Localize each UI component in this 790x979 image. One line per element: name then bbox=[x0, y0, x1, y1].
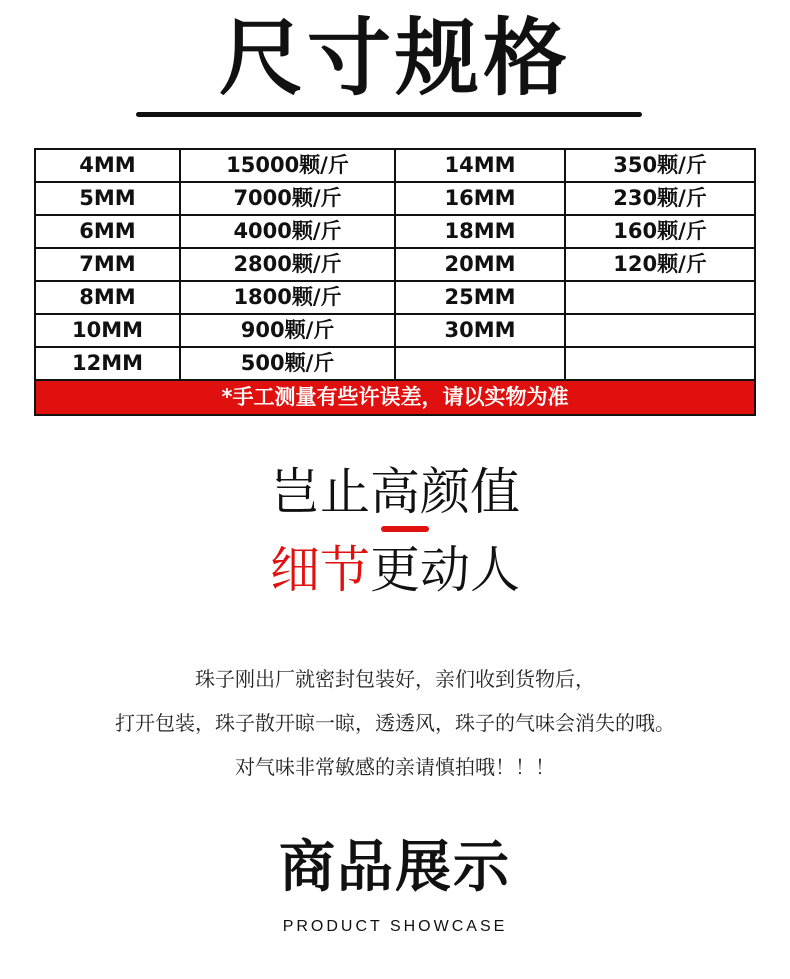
size-cell: 5MM bbox=[35, 182, 180, 215]
size-cell: 20MM bbox=[395, 248, 565, 281]
measurement-notice: *手工测量有些许误差，请以实物为准 bbox=[35, 380, 755, 415]
slogan-text: 岂止 bbox=[270, 463, 370, 521]
size-cell: 18MM bbox=[395, 215, 565, 248]
slogan-text: 高颜值 bbox=[370, 463, 520, 521]
count-cell bbox=[565, 281, 755, 314]
count-cell bbox=[565, 347, 755, 380]
slogan-line-2 bbox=[0, 540, 790, 600]
count-cell: 2800颗/斤 bbox=[180, 248, 395, 281]
size-cell: 6MM bbox=[35, 215, 180, 248]
slogan-highlight: 细节 bbox=[270, 541, 370, 599]
count-cell: 160颗/斤 bbox=[565, 215, 755, 248]
size-cell bbox=[395, 347, 565, 380]
table-row bbox=[35, 347, 755, 380]
count-cell: 350颗/斤 bbox=[565, 149, 755, 182]
table-row bbox=[35, 281, 755, 314]
table-row bbox=[35, 182, 755, 215]
count-cell: 1800颗/斤 bbox=[180, 281, 395, 314]
count-cell bbox=[565, 314, 755, 347]
slogan-accent-bar bbox=[381, 526, 429, 532]
size-cell: 25MM bbox=[395, 281, 565, 314]
size-cell: 4MM bbox=[35, 149, 180, 182]
size-cell: 16MM bbox=[395, 182, 565, 215]
table-row bbox=[35, 149, 755, 182]
description-line: 打开包装，珠子散开晾一晾，透透风，珠子的气味会消失的哦。 bbox=[115, 711, 675, 735]
table-row bbox=[35, 248, 755, 281]
size-cell: 8MM bbox=[35, 281, 180, 314]
count-cell: 4000颗/斤 bbox=[180, 215, 395, 248]
count-cell: 900颗/斤 bbox=[180, 314, 395, 347]
count-cell: 15000颗/斤 bbox=[180, 149, 395, 182]
title-underline bbox=[136, 112, 642, 117]
page-title: 尺寸规格 bbox=[218, 9, 571, 107]
count-cell: 7000颗/斤 bbox=[180, 182, 395, 215]
size-cell: 30MM bbox=[395, 314, 565, 347]
slogan-line-1 bbox=[0, 462, 790, 522]
size-cell: 7MM bbox=[35, 248, 180, 281]
count-cell: 230颗/斤 bbox=[565, 182, 755, 215]
showcase-subtitle: PRODUCT SHOWCASE bbox=[282, 918, 508, 935]
table-row bbox=[35, 215, 755, 248]
count-cell: 500颗/斤 bbox=[180, 347, 395, 380]
size-cell: 14MM bbox=[395, 149, 565, 182]
size-spec-table bbox=[34, 148, 756, 416]
size-cell: 12MM bbox=[35, 347, 180, 380]
table-row bbox=[35, 314, 755, 347]
notice-row bbox=[35, 380, 755, 415]
size-cell: 10MM bbox=[35, 314, 180, 347]
count-cell: 120颗/斤 bbox=[565, 248, 755, 281]
description-line: 珠子刚出厂就密封包装好，亲们收到货物后， bbox=[195, 667, 595, 691]
showcase-title: 商品展示 bbox=[279, 835, 511, 900]
slogan-text: 更动人 bbox=[370, 541, 520, 599]
description-line: 对气味非常敏感的亲请慎拍哦！！！ bbox=[235, 755, 555, 779]
